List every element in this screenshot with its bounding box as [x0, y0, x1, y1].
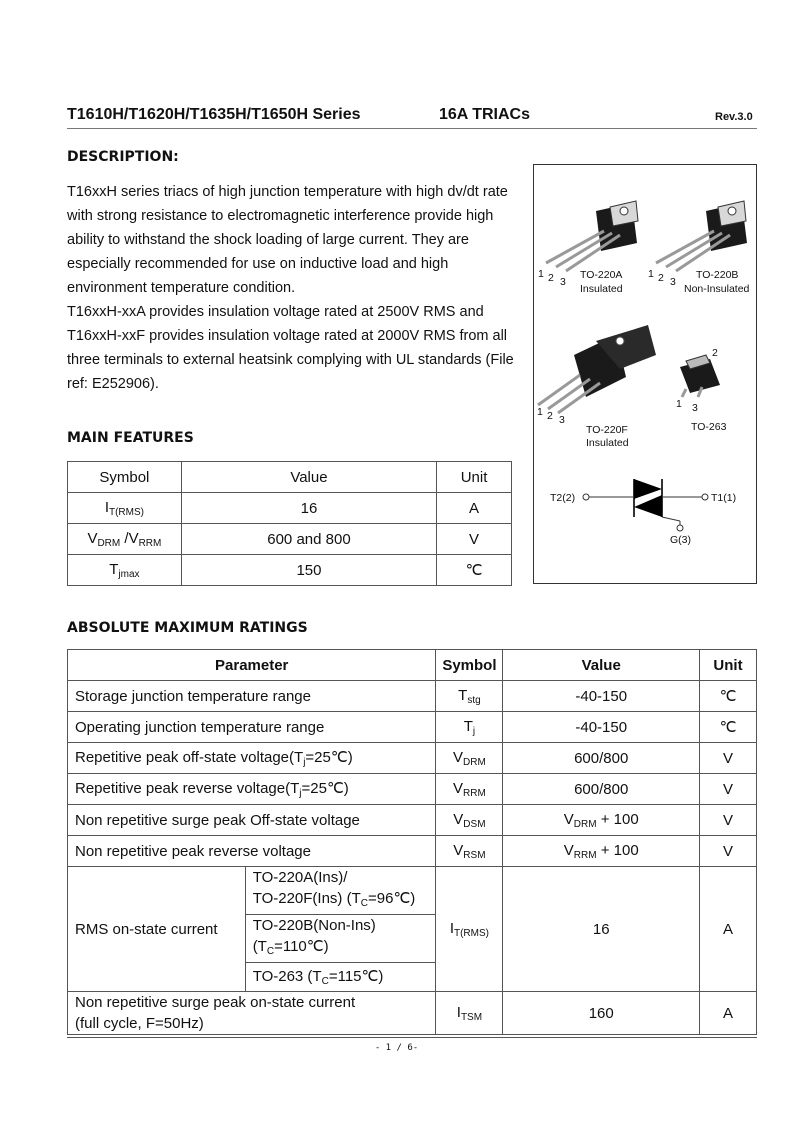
to220b-sublabel: Non-Insulated — [684, 283, 750, 295]
to263-package-icon — [680, 355, 720, 397]
to263-pin-1: 1 — [676, 398, 682, 410]
header-divider — [67, 128, 757, 129]
to220a-pin-3: 3 — [560, 276, 566, 288]
package-drawings — [534, 165, 756, 583]
to220f-pin-2: 2 — [547, 410, 553, 422]
to220b-pin-2: 2 — [658, 272, 664, 284]
unit-cell: V — [437, 524, 512, 555]
table-row — [68, 774, 757, 805]
col-header: Symbol — [436, 650, 503, 681]
to220f-label: TO-220F — [586, 424, 628, 436]
description-para-2: T16xxH-xxA provides insulation voltage rated at 2500V RMS and T16xxH-xxF provides insulation voltage rated at 2000V RMS from all three terminals to external heatsink complying with UL standards (File ref: E252906). — [67, 304, 514, 392]
unit-cell: V — [700, 836, 757, 867]
value-cell: 600/800 — [503, 774, 700, 805]
to220b-package-icon — [656, 201, 747, 271]
to220a-pin-1: 1 — [538, 268, 544, 280]
to220f-sublabel: Insulated — [586, 437, 629, 449]
table-row — [68, 681, 757, 712]
unit-cell: A — [700, 867, 757, 992]
symbol-cell: $V_{DSM}$ — [436, 805, 503, 836]
to220a-sublabel: Insulated — [580, 283, 623, 295]
param-cell: Repetitive peak off-state $voltage(T_j=25℃)$ — [68, 743, 436, 774]
ratings-table — [67, 649, 757, 1035]
unit-cell: V — [700, 774, 757, 805]
to263-pin-2: 2 — [712, 347, 718, 359]
description-text — [67, 180, 527, 396]
value-cell: 600 and 800 — [181, 524, 436, 555]
unit-cell: ℃ — [700, 712, 757, 743]
col-header: Parameter — [68, 650, 436, 681]
symbol-cell: $T_{jmax}$ — [68, 555, 182, 586]
table-row — [68, 712, 757, 743]
value-cell: -40-150 — [503, 712, 700, 743]
to263-pin-3: 3 — [692, 402, 698, 414]
table-row — [68, 992, 757, 1035]
ratings-heading: ABSOLUTE MAXIMUM RATINGS — [67, 620, 308, 636]
main-features-table — [67, 461, 512, 586]
table-row — [68, 836, 757, 867]
to220b-pin-3: 3 — [670, 276, 676, 288]
col-header: Value — [181, 462, 436, 493]
col-header: Unit — [700, 650, 757, 681]
table-header-row — [68, 462, 512, 493]
to263-label: TO-263 — [691, 421, 727, 433]
page-number: - 1 / 6- — [374, 1043, 419, 1053]
description-heading: DESCRIPTION: — [67, 149, 179, 165]
to220f-package-icon — [538, 325, 656, 413]
unit-cell: A — [437, 493, 512, 524]
unit-cell: V — [700, 805, 757, 836]
sub-condition-cell: TO-220A(Ins)/ TO-220F(Ins) $(T_C=96℃)$ — [245, 867, 436, 915]
symbol-cell: $V_{RSM}$ — [436, 836, 503, 867]
value-cell: 16 — [503, 867, 700, 992]
sub-condition-cell: TO-263 $(T_C=115℃)$ — [245, 963, 436, 992]
value-cell: -40-150 — [503, 681, 700, 712]
value-cell: 150 — [181, 555, 436, 586]
table-row — [68, 493, 512, 524]
to220f-pin-3: 3 — [559, 414, 565, 426]
table-row — [68, 524, 512, 555]
unit-cell: ℃ — [700, 681, 757, 712]
sub-condition-cell: TO-220B(Non-Ins) $(T_C=110℃)$ — [245, 915, 436, 963]
symbol-cell: $V_{DRM}$ $/V_{RRM}$ — [68, 524, 182, 555]
triac-symbol-icon — [583, 479, 708, 531]
symbol-cell: $T_j$ — [436, 712, 503, 743]
document-subtitle: 16A TRIACs — [439, 106, 530, 123]
col-header: Value — [503, 650, 700, 681]
document-title: T1610H/T1620H/T1635H/T1650H Series — [67, 106, 361, 123]
value-cell: $V_{DRM} + 100$ — [503, 805, 700, 836]
unit-cell: ℃ — [437, 555, 512, 586]
terminal-t1-label: T1(1) — [711, 492, 737, 504]
gate-label: G(3) — [670, 534, 691, 546]
value-cell: 600/800 — [503, 743, 700, 774]
symbol-cell: $V_{RRM}$ — [436, 774, 503, 805]
unit-cell: V — [700, 743, 757, 774]
description-para-1: T16xxH series triacs of high junction temperature with high dv/dt rate with strong resistance to electromagnetic interference provide high ability to withstand the shock loading of large current. They are especially recommended for use on inductive load and high environment temperature condition. — [67, 184, 508, 296]
to220a-pin-2: 2 — [548, 272, 554, 284]
footer-divider — [67, 1037, 757, 1038]
col-header: Symbol — [68, 462, 182, 493]
symbol-cell: $I_{T(RMS)}$ — [68, 493, 182, 524]
symbol-cell: $T_{stg}$ — [436, 681, 503, 712]
table-row — [68, 867, 757, 915]
param-cell: Operating junction temperature range — [68, 712, 436, 743]
package-figure — [533, 164, 757, 584]
table-row — [68, 555, 512, 586]
symbol-cell: $I_{T(RMS)}$ — [436, 867, 503, 992]
symbol-cell: $I_{TSM}$ — [436, 992, 503, 1035]
unit-cell: A — [700, 992, 757, 1035]
param-cell: Non repetitive peak reverse voltage — [68, 836, 436, 867]
table-row — [68, 805, 757, 836]
to220b-pin-1: 1 — [648, 268, 654, 280]
param-cell: Storage junction temperature range — [68, 681, 436, 712]
value-cell: 16 — [181, 493, 436, 524]
value-cell: $V_{RRM} + 100$ — [503, 836, 700, 867]
col-header: Unit — [437, 462, 512, 493]
param-cell: Non repetitive surge peak Off-state voltage — [68, 805, 436, 836]
param-cell: Repetitive peak reverse $voltage(T_j=25℃)$ — [68, 774, 436, 805]
param-cell: Non repetitive surge peak on-state current (full cycle, F=50Hz) — [68, 992, 436, 1035]
table-row — [68, 743, 757, 774]
to220f-pin-1: 1 — [537, 406, 543, 418]
table-header-row — [68, 650, 757, 681]
terminal-t2-label: T2(2) — [550, 492, 576, 504]
to220a-label: TO-220A — [580, 269, 623, 281]
revision-label: Rev.3.0 — [715, 111, 753, 123]
param-cell: RMS on-state current — [68, 867, 246, 992]
symbol-cell: $V_{DRM}$ — [436, 743, 503, 774]
value-cell: 160 — [503, 992, 700, 1035]
main-features-heading: MAIN FEATURES — [67, 430, 194, 446]
to220b-label: TO-220B — [696, 269, 739, 281]
to220a-package-icon — [546, 201, 638, 271]
